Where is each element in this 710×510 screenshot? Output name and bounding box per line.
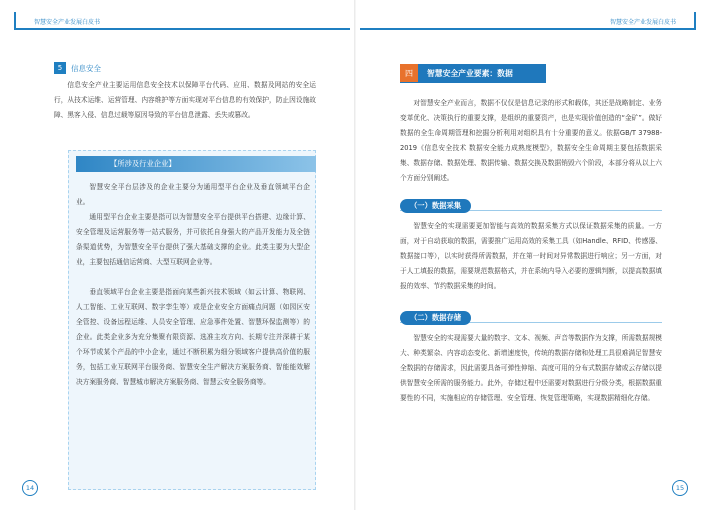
page-number-right: 15 (672, 480, 688, 496)
industry-box-title-text: 【所涉及行业企业】 (110, 159, 176, 168)
section-number: 5 (54, 62, 66, 74)
page-fold (354, 0, 356, 510)
running-title-left: 智慧安全产业发展白皮书 (34, 19, 101, 26)
industry-box-paragraph: 垂直领域平台企业主要是指面向某些新兴技术领域（如云计算、物联网、人工智能、工业互联网、数字孪生等）或是企业安全方面痛点问题（如园区安全管控、设备远程运维、人员安全管理、应急事件处置、智慧环保监测等）的企业。此类企业多为充分集聚有限资源、选准主攻方向、长期专注并深耕于某个环节或某个产品的中小企业，通过不断积累为细分领域客户提供高价值的服务，包括工业互联网平台服务商、智慧安全生产解决方案服务商、智能能效解决方案服务商、智慧城市解决方案服务商、智慧云安全服务商等。 (76, 288, 310, 386)
section-body: 信息安全产业主要运用信息安全技术以保障平台代码、应用、数据及网站的安全运行，从技术运维、运营管理、内容维护等方面实现对平台信息的有效保护，防止因设施故障、黑客入侵、信息过载等原因导致的平台信息泄露、丢失或篡改。 (54, 81, 316, 119)
subsection-title-storage: （二）数据存储 (400, 311, 471, 325)
chapter-title: 智慧安全产业要素：数据 (418, 64, 546, 82)
subsection-title-collection: （一）数据采集 (400, 199, 471, 213)
running-title-right: 智慧安全产业发展白皮书 (609, 19, 676, 26)
industry-box-paragraph: 通用型平台企业主要是指可以为智慧安全平台提供平台搭建、边缘计算、安全管理及运营服务等一站式服务，并可依托自身强大的产品开发能力及全链条渠道优势，为智慧安全平台提供了强大基础支撑的企业。此类主要为大型企业，主要包括通信运营商、大型互联网企业等。 (76, 213, 310, 266)
section-heading (54, 62, 101, 74)
chapter-intro: 对智慧安全产业而言，数据不仅仅是信息记录的形式和载体，其还是战略制定、业务变革优化、决策执行的重要支撑，是组织的重要资产，也是实现价值创造的“金矿”。做好数据的全生命周期管理和挖掘分析利用对组织具有十分重要的意义。依据GB/T 37988-2019《信息安全技术 数据安全能力成熟度模型》，数据安全生命周期主要包括数据采集、数据存储、数据处理、数据传输、数据交换及数据销毁六个阶段，本部分将从以上六个方面分别阐述。 (400, 99, 662, 182)
header-rule-right (360, 28, 696, 30)
chapter-heading (400, 64, 546, 82)
subsection-body-collection: 智慧安全的实现需要更加智能与高效的数据采集方式以保证数据采集的质量。一方面，对于自动获取的数据，需要推广运用高效的采集工具（如Handle、RFID、传感器、数据接口等），以实时获得所需数据，并在第一时间对异常数据进行响应；另一方面，对于人工填报的数据，需要规范数据格式，并在系统内导入必要的逻辑判断，以提高数据填报的效率、节约数据采集的时间。 (400, 222, 662, 290)
chapter-rule (400, 82, 546, 83)
header-rule-left (14, 28, 350, 30)
section-title: 信息安全 (71, 63, 101, 73)
industry-box-paragraph: 智慧安全平台层涉及的企业主要分为通用型平台企业及垂直领域平台企业。 (76, 183, 310, 206)
page-number-left: 14 (22, 480, 38, 496)
chapter-number: 四 (400, 64, 418, 82)
industry-box-title (76, 156, 316, 172)
subsection-body-storage: 智慧安全的实现需要大量的数字、文本、视频、声音等数据作为支撑，所需数据规模大、种类繁杂、内容动态变化、新增速度快，传统的数据存储和处理工具很难满足智慧安全数据的存储需求，因此需要具备可弹性伸缩、高度可用的分布式数据存储或云存储以提供智慧安全所需的服务能力。此外，存储过程中还需要对数据进行分级分类，根据数据重要性的不同，实施相应的存储管理、安全管理、恢复管理策略，实现数据精细化存储。 (400, 334, 662, 402)
